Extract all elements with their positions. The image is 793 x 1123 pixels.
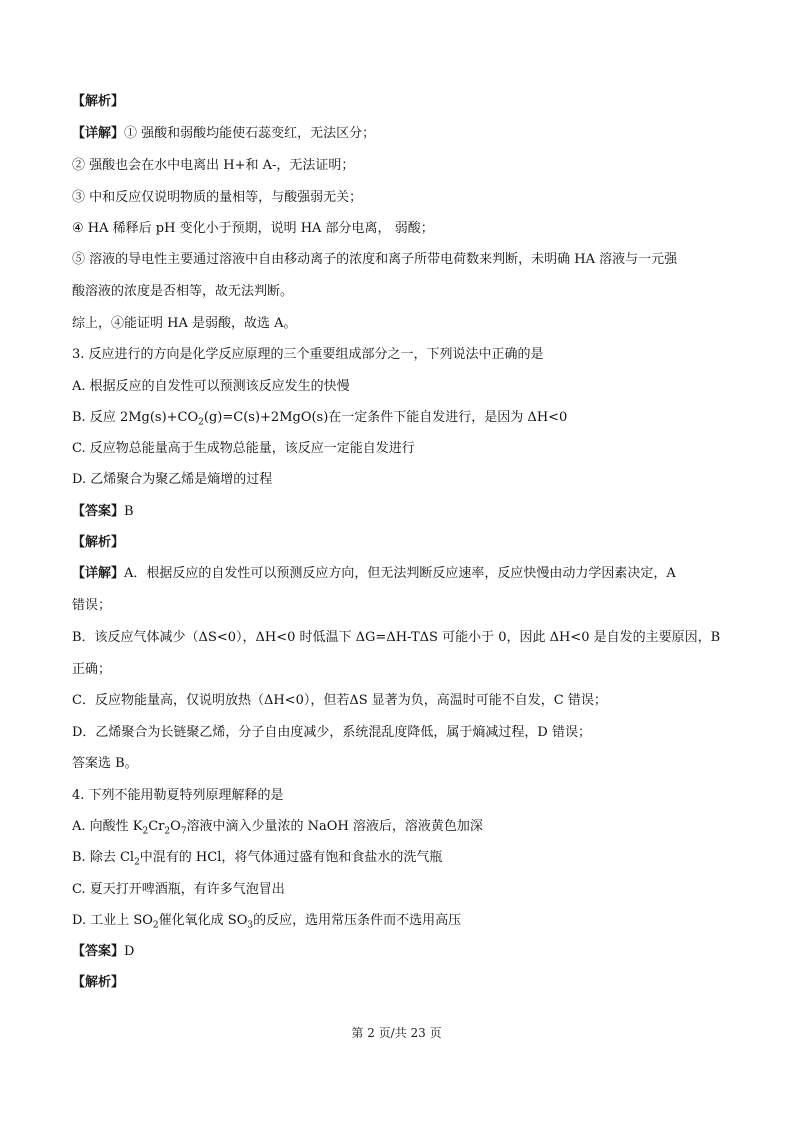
detail-point-5-line-2: 酸溶液的浓度是否相等，故无法判断。 <box>72 284 294 299</box>
question-3-option-a: A. 根据反应的自发性可以预测该反应发生的快慢 <box>72 379 350 394</box>
question-3-detail-line-3: B．该反应气体减少（ΔS<0），ΔH<0 时低温下 ΔG=ΔH-TΔS 可能小于 0，因此 ΔH<0 是自发的主要原因，B <box>72 630 721 645</box>
question-3-answer: 【答案】B <box>72 504 134 519</box>
detail-point-3: ③ 中和反应仅说明物质的量相等，与酸强弱无关； <box>72 190 363 205</box>
question-3-analysis-heading: 【解析】 <box>72 535 125 550</box>
question-4-option-c: C. 夏天打开啤酒瓶，有许多气泡冒出 <box>72 882 285 897</box>
detail-point-1: 【详解】① 强酸和弱酸均能使石蕊变红，无法区分； <box>72 126 376 141</box>
question-4-option-b: B. 除去 $Cl_2$中混有的 HCl，将气体通过盛有饱和食盐水的洗气瓶 <box>72 850 443 868</box>
question-3-detail-line-4: 正确； <box>72 662 112 677</box>
question-4-option-d: D. 工业上 $SO_2$催化氧化成 $SO_3$的反应，选用常压条件而不选用高压 <box>72 913 462 931</box>
question-3-detail-line-7: 答案选 B。 <box>72 756 138 771</box>
analysis-heading: 【解析】 <box>72 94 125 109</box>
detail-heading: 【详解】 <box>72 126 125 141</box>
question-3-option-c: C. 反应物总能量高于生成物总能量，该反应一定能自发进行 <box>72 441 415 456</box>
detail-point-5-line-1: ⑤ 溶液的导电性主要通过溶液中自由移动离子的浓度和离子所带电荷数来判断，未明确 HA 溶液与一元强 <box>72 252 678 267</box>
question-4-stem: 4. 下列不能用勒夏特列原理解释的是 <box>72 788 284 803</box>
question-3-detail-line-6: D．乙烯聚合为长链聚乙烯，分子自由度减少，系统混乱度降低，属于熵减过程，D 错误； <box>72 725 591 740</box>
question-4-analysis-heading: 【解析】 <box>72 975 125 990</box>
question-3-option-b: B. 反应 $2Mg(s)+CO_2(g)=C(s)+2MgO(s)$在一定条件下能自发进行，是因为 ΔH<0 <box>72 410 568 428</box>
conclusion: 综上，④能证明 HA 是弱酸，故选 A。 <box>72 316 297 331</box>
detail-point-4: ④ HA 稀释后 pH 变化小于预期，说明 HA 部分电离， 弱酸； <box>72 221 434 236</box>
question-3-stem: 3. 反应进行的方向是化学反应原理的三个重要组成部分之一，下列说法中正确的是 <box>72 347 544 362</box>
detail-point-2: ② 强酸也会在水中电离出 H+和 A-，无法证明； <box>72 158 355 173</box>
page-number: 第 2 页/共 23 页 <box>351 1026 442 1040</box>
question-4-option-a: A. 向酸性 $K_2Cr_2O_7$溶液中滴入少量浓的 NaOH 溶液后，溶液黄色加深 <box>72 819 483 837</box>
question-4-answer: 【答案】D <box>72 944 135 959</box>
question-3-detail-line-1: 【详解】A．根据反应的自发性可以预测反应方向，但无法判断反应速率，反应快慢由动力学因素决定，A <box>72 566 676 581</box>
question-3-detail-line-2: 错误； <box>72 598 112 613</box>
question-3-detail-line-5: C．反应物能量高，仅说明放热（ΔH<0），但若ΔS 显著为负，高温时可能不自发，C 错误； <box>72 693 607 708</box>
question-3-option-d: D. 乙烯聚合为聚乙烯是熵增的过程 <box>72 472 273 487</box>
